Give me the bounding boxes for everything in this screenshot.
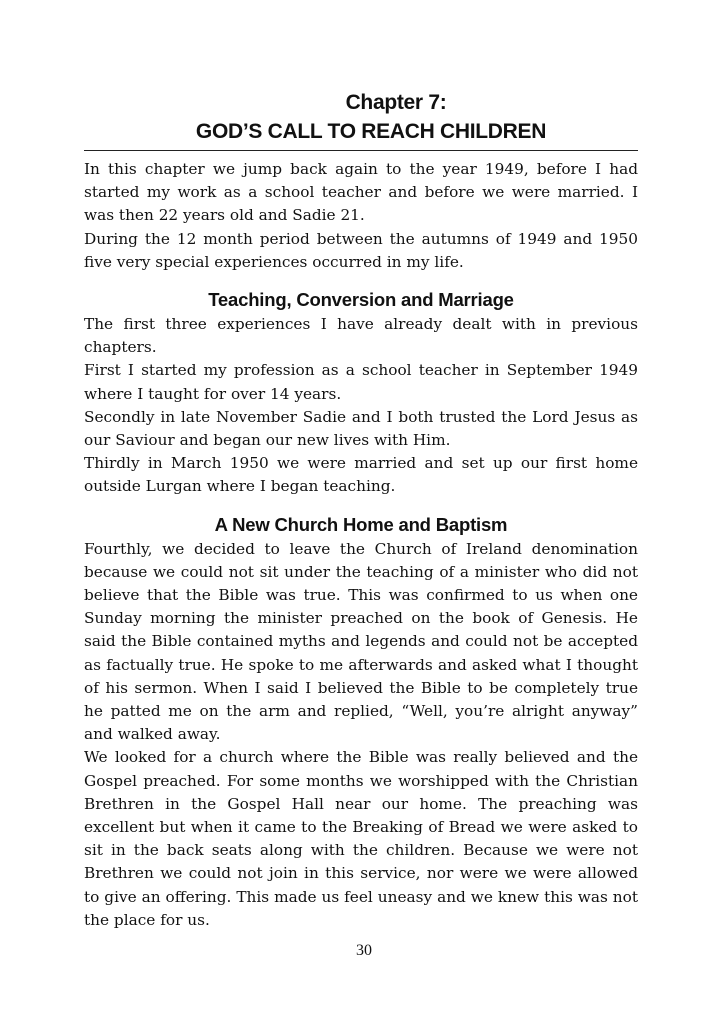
section-heading-teaching: Teaching, Conversion and Marriage: [208, 289, 514, 311]
chapter-number: Chapter 7:: [345, 91, 447, 114]
section1-paragraph-2: First I started my profession as a school teacher in September 1949 where I taught for over 14 years.: [84, 361, 638, 403]
intro-paragraph-1: In this chapter we jump back again to the year 1949, before I had started my work as a school teacher and before we were married. I was then 22 years old and Sadie 21.: [84, 160, 638, 225]
intro-paragraph-2: During the 12 month period between the autumns of 1949 and 1950 five very special experiences occurred in my life.: [84, 229, 638, 271]
section2-paragraph-2: We looked for a church where the Bible was really believed and the Gospel preached. For some months we worshipped with the Christian Brethren in the Gospel Hall near our home. The preaching was excellent but when it came to the Breaking of Bread we were asked to sit in the back seats along with the children. Because we were not Brethren we could not join in this service, nor were we were allowed to give an offering. This made us feel uneasy and we knew this was not the place for us.: [84, 748, 638, 929]
section1-paragraph-3: Secondly in late November Sadie and I both trusted the Lord Jesus as our Saviour and began our new lives with Him.: [84, 407, 638, 450]
section-heading-church: A New Church Home and Baptism: [214, 513, 508, 535]
page-content: [84, 88, 638, 932]
page-number: 30: [356, 942, 372, 959]
section1-paragraph-1: The first three experiences I have already dealt with in previous chapters.: [84, 315, 638, 357]
chapter-heading: [84, 88, 638, 146]
chapter-title: GOD’S CALL TO REACH CHILDREN: [195, 120, 547, 143]
section1-paragraph-4: Thirdly in March 1950 we were married and set up our first home outside Lurgan where I began teaching.: [84, 454, 638, 496]
heading-divider: [84, 150, 638, 151]
section2-paragraph-1: Fourthly, we decided to leave the Church of Ireland denomination because we could not sit under the teaching of a minister who did not believe that the Bible was true. This was confirmed to us when one Sunday morning the minister preached on the book of Genesis. He said the Bible contained myths and legends and could not be accepted as factually true. He spoke to me afterwards and asked what I thought of his sermon. When I said I believed the Bible to be completely true he patted me on the arm and replied, “Well, you’re alright anyway” and walked away.: [84, 539, 638, 744]
